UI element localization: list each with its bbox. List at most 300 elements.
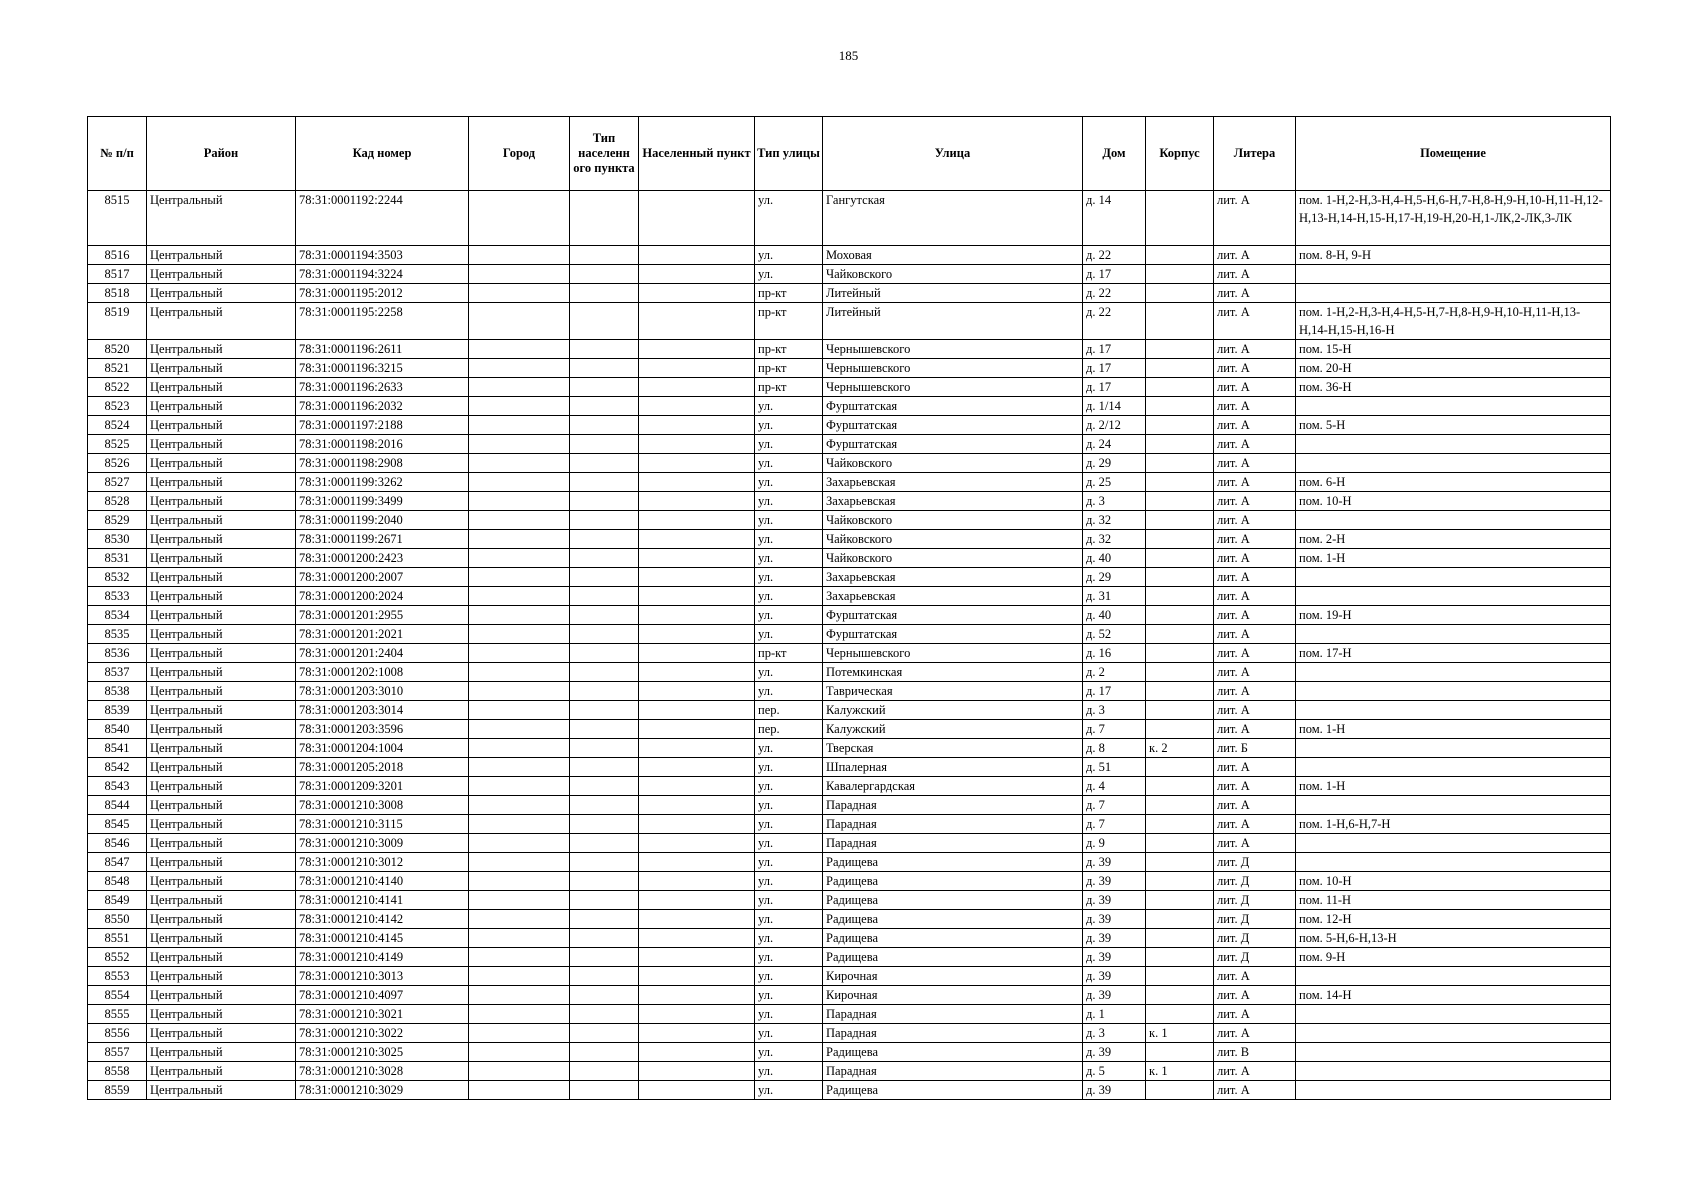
col-number-cell: 8539 xyxy=(88,701,147,720)
col-district-cell: Центральный xyxy=(147,663,296,682)
table-row xyxy=(88,284,1611,303)
col-city-cell xyxy=(469,284,570,303)
col-settlement-type-cell xyxy=(570,872,639,891)
col-settlement-cell xyxy=(639,473,755,492)
col-street-cell: Калужский xyxy=(823,720,1083,739)
col-street-type-cell: ул. xyxy=(755,1005,823,1024)
col-city-cell xyxy=(469,948,570,967)
col-cadastral-number-cell: 78:31:0001209:3201 xyxy=(296,777,469,796)
col-district-cell: Центральный xyxy=(147,511,296,530)
col-number-cell: 8542 xyxy=(88,758,147,777)
col-cadastral-number-cell: 78:31:0001210:4142 xyxy=(296,910,469,929)
col-house-cell: д. 40 xyxy=(1083,549,1146,568)
col-house-cell: д. 3 xyxy=(1083,701,1146,720)
col-settlement-cell xyxy=(639,340,755,359)
col-city-cell xyxy=(469,777,570,796)
table-row xyxy=(88,1005,1611,1024)
col-street-cell: Фурштатская xyxy=(823,606,1083,625)
col-street-type-cell: ул. xyxy=(755,1024,823,1043)
col-settlement-cell xyxy=(639,1005,755,1024)
col-letter-cell: лит. А xyxy=(1214,587,1296,606)
col-building-cell xyxy=(1146,191,1214,246)
col-house-cell: д. 39 xyxy=(1083,891,1146,910)
col-house-cell: д. 32 xyxy=(1083,511,1146,530)
table-row xyxy=(88,454,1611,473)
col-settlement-type-cell xyxy=(570,929,639,948)
col-letter-cell: лит. Д xyxy=(1214,891,1296,910)
col-city-cell xyxy=(469,663,570,682)
table-row xyxy=(88,815,1611,834)
col-settlement-cell xyxy=(639,625,755,644)
col-letter-cell: лит. В xyxy=(1214,1043,1296,1062)
col-cadastral-number-cell: 78:31:0001201:2404 xyxy=(296,644,469,663)
col-street-cell: Фурштатская xyxy=(823,416,1083,435)
col-number-cell: 8527 xyxy=(88,473,147,492)
col-premises-cell xyxy=(1296,454,1611,473)
col-settlement-cell xyxy=(639,530,755,549)
col-building-cell xyxy=(1146,284,1214,303)
col-settlement-type-cell xyxy=(570,549,639,568)
col-district-cell: Центральный xyxy=(147,549,296,568)
col-settlement-type-cell xyxy=(570,701,639,720)
col-house-cell: д. 39 xyxy=(1083,986,1146,1005)
table-header xyxy=(88,117,1611,191)
col-number-cell: 8559 xyxy=(88,1081,147,1100)
col-settlement-cell xyxy=(639,948,755,967)
table-row xyxy=(88,606,1611,625)
table-row xyxy=(88,435,1611,454)
col-street-cell: Парадная xyxy=(823,834,1083,853)
col-street-cell: Кавалергардская xyxy=(823,777,1083,796)
col-building-cell xyxy=(1146,891,1214,910)
table-row xyxy=(88,967,1611,986)
col-district-cell: Центральный xyxy=(147,340,296,359)
col-letter-cell: лит. А xyxy=(1214,625,1296,644)
col-cadastral-number-cell: 78:31:0001210:3012 xyxy=(296,853,469,872)
col-settlement-type-cell xyxy=(570,682,639,701)
col-building-cell xyxy=(1146,492,1214,511)
col-letter-cell: лит. А xyxy=(1214,435,1296,454)
col-letter-cell: лит. А xyxy=(1214,473,1296,492)
col-district-cell: Центральный xyxy=(147,1005,296,1024)
col-cadastral-number-cell: 78:31:0001199:2671 xyxy=(296,530,469,549)
header-col-premises: Помещение xyxy=(1296,117,1611,191)
col-settlement-type-cell xyxy=(570,891,639,910)
col-street-cell: Фурштатская xyxy=(823,435,1083,454)
col-premises-cell xyxy=(1296,265,1611,284)
table-row xyxy=(88,492,1611,511)
col-house-cell: д. 22 xyxy=(1083,284,1146,303)
col-letter-cell: лит. Д xyxy=(1214,872,1296,891)
header-col-settlement-type: Тип населенн ого пункта xyxy=(570,117,639,191)
col-street-cell: Радищева xyxy=(823,1043,1083,1062)
col-settlement-cell xyxy=(639,986,755,1005)
col-number-cell: 8533 xyxy=(88,587,147,606)
col-settlement-cell xyxy=(639,1062,755,1081)
col-building-cell xyxy=(1146,910,1214,929)
col-cadastral-number-cell: 78:31:0001210:3013 xyxy=(296,967,469,986)
table-row xyxy=(88,891,1611,910)
col-city-cell xyxy=(469,549,570,568)
col-building-cell xyxy=(1146,606,1214,625)
col-cadastral-number-cell: 78:31:0001210:4140 xyxy=(296,872,469,891)
header-col-settlement: Населенный пункт xyxy=(639,117,755,191)
col-premises-cell xyxy=(1296,625,1611,644)
col-premises-cell: пом. 36-Н xyxy=(1296,378,1611,397)
col-number-cell: 8556 xyxy=(88,1024,147,1043)
col-settlement-type-cell xyxy=(570,1081,639,1100)
col-settlement-cell xyxy=(639,284,755,303)
col-settlement-type-cell xyxy=(570,1024,639,1043)
col-building-cell xyxy=(1146,777,1214,796)
col-building-cell: к. 1 xyxy=(1146,1062,1214,1081)
col-street-type-cell: ул. xyxy=(755,891,823,910)
col-cadastral-number-cell: 78:31:0001203:3014 xyxy=(296,701,469,720)
table-row xyxy=(88,1062,1611,1081)
col-district-cell: Центральный xyxy=(147,1081,296,1100)
col-number-cell: 8553 xyxy=(88,967,147,986)
col-settlement-type-cell xyxy=(570,340,639,359)
col-street-type-cell: ул. xyxy=(755,530,823,549)
col-letter-cell: лит. А xyxy=(1214,1005,1296,1024)
col-street-cell: Радищева xyxy=(823,891,1083,910)
col-settlement-type-cell xyxy=(570,644,639,663)
col-house-cell: д. 25 xyxy=(1083,473,1146,492)
col-street-cell: Захарьевская xyxy=(823,473,1083,492)
col-city-cell xyxy=(469,568,570,587)
col-street-cell: Калужский xyxy=(823,701,1083,720)
col-settlement-cell xyxy=(639,246,755,265)
col-house-cell: д. 39 xyxy=(1083,948,1146,967)
col-street-cell: Кирочная xyxy=(823,967,1083,986)
col-building-cell xyxy=(1146,1005,1214,1024)
col-street-type-cell: ул. xyxy=(755,568,823,587)
col-settlement-cell xyxy=(639,663,755,682)
col-house-cell: д. 39 xyxy=(1083,929,1146,948)
col-settlement-type-cell xyxy=(570,191,639,246)
col-cadastral-number-cell: 78:31:0001210:3029 xyxy=(296,1081,469,1100)
table-row xyxy=(88,303,1611,340)
col-house-cell: д. 3 xyxy=(1083,1024,1146,1043)
col-settlement-cell xyxy=(639,758,755,777)
col-street-cell: Парадная xyxy=(823,796,1083,815)
table-row xyxy=(88,246,1611,265)
col-house-cell: д. 7 xyxy=(1083,796,1146,815)
col-cadastral-number-cell: 78:31:0001210:4149 xyxy=(296,948,469,967)
table-row xyxy=(88,191,1611,246)
col-house-cell: д. 22 xyxy=(1083,303,1146,340)
col-district-cell: Центральный xyxy=(147,739,296,758)
col-building-cell xyxy=(1146,587,1214,606)
table-row xyxy=(88,530,1611,549)
col-street-type-cell: ул. xyxy=(755,587,823,606)
table-row xyxy=(88,720,1611,739)
col-settlement-cell xyxy=(639,910,755,929)
col-settlement-type-cell xyxy=(570,378,639,397)
col-street-cell: Чернышевского xyxy=(823,340,1083,359)
col-letter-cell: лит. А xyxy=(1214,191,1296,246)
col-house-cell: д. 22 xyxy=(1083,246,1146,265)
col-settlement-type-cell xyxy=(570,739,639,758)
col-settlement-type-cell xyxy=(570,511,639,530)
col-house-cell: д. 39 xyxy=(1083,1043,1146,1062)
col-cadastral-number-cell: 78:31:0001192:2244 xyxy=(296,191,469,246)
col-settlement-cell xyxy=(639,1043,755,1062)
col-premises-cell xyxy=(1296,1024,1611,1043)
col-building-cell xyxy=(1146,265,1214,284)
col-district-cell: Центральный xyxy=(147,587,296,606)
col-cadastral-number-cell: 78:31:0001210:3008 xyxy=(296,796,469,815)
col-cadastral-number-cell: 78:31:0001198:2908 xyxy=(296,454,469,473)
col-premises-cell: пом. 8-Н, 9-Н xyxy=(1296,246,1611,265)
table-row xyxy=(88,397,1611,416)
header-col-cadastral-number: Кад номер xyxy=(296,117,469,191)
col-premises-cell: пом. 14-Н xyxy=(1296,986,1611,1005)
col-settlement-cell xyxy=(639,1081,755,1100)
col-street-cell: Радищева xyxy=(823,929,1083,948)
col-house-cell: д. 39 xyxy=(1083,910,1146,929)
col-city-cell xyxy=(469,1043,570,1062)
col-city-cell xyxy=(469,511,570,530)
col-cadastral-number-cell: 78:31:0001210:3021 xyxy=(296,1005,469,1024)
col-district-cell: Центральный xyxy=(147,986,296,1005)
col-cadastral-number-cell: 78:31:0001204:1004 xyxy=(296,739,469,758)
col-number-cell: 8547 xyxy=(88,853,147,872)
col-settlement-cell xyxy=(639,511,755,530)
col-letter-cell: лит. А xyxy=(1214,606,1296,625)
col-house-cell: д. 29 xyxy=(1083,568,1146,587)
col-settlement-cell xyxy=(639,435,755,454)
col-street-type-cell: ул. xyxy=(755,663,823,682)
col-street-type-cell: пр-кт xyxy=(755,378,823,397)
col-building-cell: к. 1 xyxy=(1146,1024,1214,1043)
col-letter-cell: лит. Д xyxy=(1214,929,1296,948)
col-district-cell: Центральный xyxy=(147,492,296,511)
col-city-cell xyxy=(469,1062,570,1081)
col-settlement-type-cell xyxy=(570,986,639,1005)
col-house-cell: д. 51 xyxy=(1083,758,1146,777)
col-number-cell: 8537 xyxy=(88,663,147,682)
col-street-cell: Чайковского xyxy=(823,549,1083,568)
col-settlement-cell xyxy=(639,739,755,758)
col-house-cell: д. 17 xyxy=(1083,359,1146,378)
col-district-cell: Центральный xyxy=(147,758,296,777)
col-district-cell: Центральный xyxy=(147,682,296,701)
col-district-cell: Центральный xyxy=(147,454,296,473)
col-letter-cell: лит. А xyxy=(1214,416,1296,435)
col-street-type-cell: пр-кт xyxy=(755,303,823,340)
col-premises-cell: пом. 20-Н xyxy=(1296,359,1611,378)
col-building-cell xyxy=(1146,1081,1214,1100)
col-district-cell: Центральный xyxy=(147,397,296,416)
col-premises-cell xyxy=(1296,397,1611,416)
col-building-cell xyxy=(1146,758,1214,777)
property-table xyxy=(87,116,1611,1100)
col-house-cell: д. 29 xyxy=(1083,454,1146,473)
col-premises-cell xyxy=(1296,663,1611,682)
col-settlement-type-cell xyxy=(570,853,639,872)
col-settlement-cell xyxy=(639,967,755,986)
col-street-type-cell: ул. xyxy=(755,815,823,834)
col-street-cell: Захарьевская xyxy=(823,568,1083,587)
col-premises-cell: пом. 1-Н,2-Н,3-Н,4-Н,5-Н,7-Н,8-Н,9-Н,10-Н,11-Н,13-Н,14-Н,15-Н,16-Н xyxy=(1296,303,1611,340)
table-row xyxy=(88,1043,1611,1062)
col-district-cell: Центральный xyxy=(147,872,296,891)
header-col-house: Дом xyxy=(1083,117,1146,191)
col-letter-cell: лит. Д xyxy=(1214,910,1296,929)
col-cadastral-number-cell: 78:31:0001210:3022 xyxy=(296,1024,469,1043)
col-district-cell: Центральный xyxy=(147,796,296,815)
header-col-building: Корпус xyxy=(1146,117,1214,191)
col-city-cell xyxy=(469,1005,570,1024)
col-city-cell xyxy=(469,340,570,359)
col-settlement-type-cell xyxy=(570,435,639,454)
table-row xyxy=(88,1081,1611,1100)
col-premises-cell: пом. 6-Н xyxy=(1296,473,1611,492)
col-settlement-cell xyxy=(639,929,755,948)
table-row xyxy=(88,663,1611,682)
col-city-cell xyxy=(469,720,570,739)
col-street-cell: Радищева xyxy=(823,1081,1083,1100)
col-street-type-cell: ул. xyxy=(755,796,823,815)
col-settlement-type-cell xyxy=(570,473,639,492)
col-city-cell xyxy=(469,454,570,473)
col-building-cell xyxy=(1146,416,1214,435)
col-building-cell xyxy=(1146,644,1214,663)
col-street-cell: Чайковского xyxy=(823,511,1083,530)
col-number-cell: 8520 xyxy=(88,340,147,359)
col-settlement-cell xyxy=(639,815,755,834)
col-street-type-cell: пр-кт xyxy=(755,644,823,663)
col-city-cell xyxy=(469,359,570,378)
col-premises-cell xyxy=(1296,853,1611,872)
col-city-cell xyxy=(469,1081,570,1100)
col-premises-cell xyxy=(1296,587,1611,606)
col-building-cell xyxy=(1146,246,1214,265)
col-settlement-type-cell xyxy=(570,663,639,682)
col-building-cell: к. 2 xyxy=(1146,739,1214,758)
col-city-cell xyxy=(469,473,570,492)
col-settlement-type-cell xyxy=(570,625,639,644)
table-row xyxy=(88,929,1611,948)
col-settlement-type-cell xyxy=(570,1043,639,1062)
table-row xyxy=(88,644,1611,663)
col-city-cell xyxy=(469,1024,570,1043)
col-number-cell: 8536 xyxy=(88,644,147,663)
col-street-type-cell: пр-кт xyxy=(755,340,823,359)
col-settlement-type-cell xyxy=(570,758,639,777)
col-district-cell: Центральный xyxy=(147,378,296,397)
col-cadastral-number-cell: 78:31:0001198:2016 xyxy=(296,435,469,454)
col-city-cell xyxy=(469,891,570,910)
col-district-cell: Центральный xyxy=(147,891,296,910)
col-letter-cell: лит. А xyxy=(1214,758,1296,777)
col-house-cell: д. 9 xyxy=(1083,834,1146,853)
col-city-cell xyxy=(469,910,570,929)
col-building-cell xyxy=(1146,511,1214,530)
col-cadastral-number-cell: 78:31:0001210:3025 xyxy=(296,1043,469,1062)
col-letter-cell: лит. А xyxy=(1214,454,1296,473)
table-row xyxy=(88,701,1611,720)
col-street-type-cell: ул. xyxy=(755,454,823,473)
col-building-cell xyxy=(1146,853,1214,872)
table-row xyxy=(88,758,1611,777)
col-premises-cell xyxy=(1296,1062,1611,1081)
col-street-cell: Фурштатская xyxy=(823,625,1083,644)
col-building-cell xyxy=(1146,872,1214,891)
col-settlement-cell xyxy=(639,492,755,511)
col-street-type-cell: ул. xyxy=(755,1062,823,1081)
col-building-cell xyxy=(1146,530,1214,549)
col-district-cell: Центральный xyxy=(147,265,296,284)
col-street-cell: Парадная xyxy=(823,815,1083,834)
col-letter-cell: лит. А xyxy=(1214,397,1296,416)
col-building-cell xyxy=(1146,682,1214,701)
col-city-cell xyxy=(469,758,570,777)
col-house-cell: д. 4 xyxy=(1083,777,1146,796)
col-district-cell: Центральный xyxy=(147,644,296,663)
col-building-cell xyxy=(1146,834,1214,853)
col-city-cell xyxy=(469,416,570,435)
col-city-cell xyxy=(469,530,570,549)
col-district-cell: Центральный xyxy=(147,246,296,265)
col-house-cell: д. 32 xyxy=(1083,530,1146,549)
col-letter-cell: лит. А xyxy=(1214,340,1296,359)
col-house-cell: д. 39 xyxy=(1083,967,1146,986)
col-building-cell xyxy=(1146,948,1214,967)
col-city-cell xyxy=(469,739,570,758)
col-letter-cell: лит. А xyxy=(1214,359,1296,378)
col-number-cell: 8525 xyxy=(88,435,147,454)
col-street-type-cell: ул. xyxy=(755,853,823,872)
col-building-cell xyxy=(1146,473,1214,492)
col-district-cell: Центральный xyxy=(147,1024,296,1043)
col-district-cell: Центральный xyxy=(147,1062,296,1081)
col-street-cell: Радищева xyxy=(823,948,1083,967)
col-letter-cell: лит. А xyxy=(1214,246,1296,265)
col-house-cell: д. 5 xyxy=(1083,1062,1146,1081)
col-cadastral-number-cell: 78:31:0001196:2633 xyxy=(296,378,469,397)
col-cadastral-number-cell: 78:31:0001196:3215 xyxy=(296,359,469,378)
col-number-cell: 8522 xyxy=(88,378,147,397)
table-row xyxy=(88,549,1611,568)
col-settlement-type-cell xyxy=(570,587,639,606)
col-street-cell: Радищева xyxy=(823,910,1083,929)
col-letter-cell: лит. А xyxy=(1214,663,1296,682)
col-number-cell: 8549 xyxy=(88,891,147,910)
col-city-cell xyxy=(469,796,570,815)
col-letter-cell: лит. А xyxy=(1214,986,1296,1005)
col-street-cell: Захарьевская xyxy=(823,587,1083,606)
col-premises-cell: пом. 2-Н xyxy=(1296,530,1611,549)
col-house-cell: д. 17 xyxy=(1083,340,1146,359)
col-city-cell xyxy=(469,644,570,663)
col-letter-cell: лит. А xyxy=(1214,549,1296,568)
col-street-cell: Парадная xyxy=(823,1024,1083,1043)
col-cadastral-number-cell: 78:31:0001200:2007 xyxy=(296,568,469,587)
table-row xyxy=(88,682,1611,701)
col-city-cell xyxy=(469,191,570,246)
col-street-cell: Тверская xyxy=(823,739,1083,758)
col-street-cell: Фурштатская xyxy=(823,397,1083,416)
col-cadastral-number-cell: 78:31:0001205:2018 xyxy=(296,758,469,777)
col-street-type-cell: пр-кт xyxy=(755,359,823,378)
col-cadastral-number-cell: 78:31:0001210:3028 xyxy=(296,1062,469,1081)
col-house-cell: д. 1 xyxy=(1083,1005,1146,1024)
col-house-cell: д. 3 xyxy=(1083,492,1146,511)
header-col-street-type: Тип улицы xyxy=(755,117,823,191)
col-number-cell: 8552 xyxy=(88,948,147,967)
